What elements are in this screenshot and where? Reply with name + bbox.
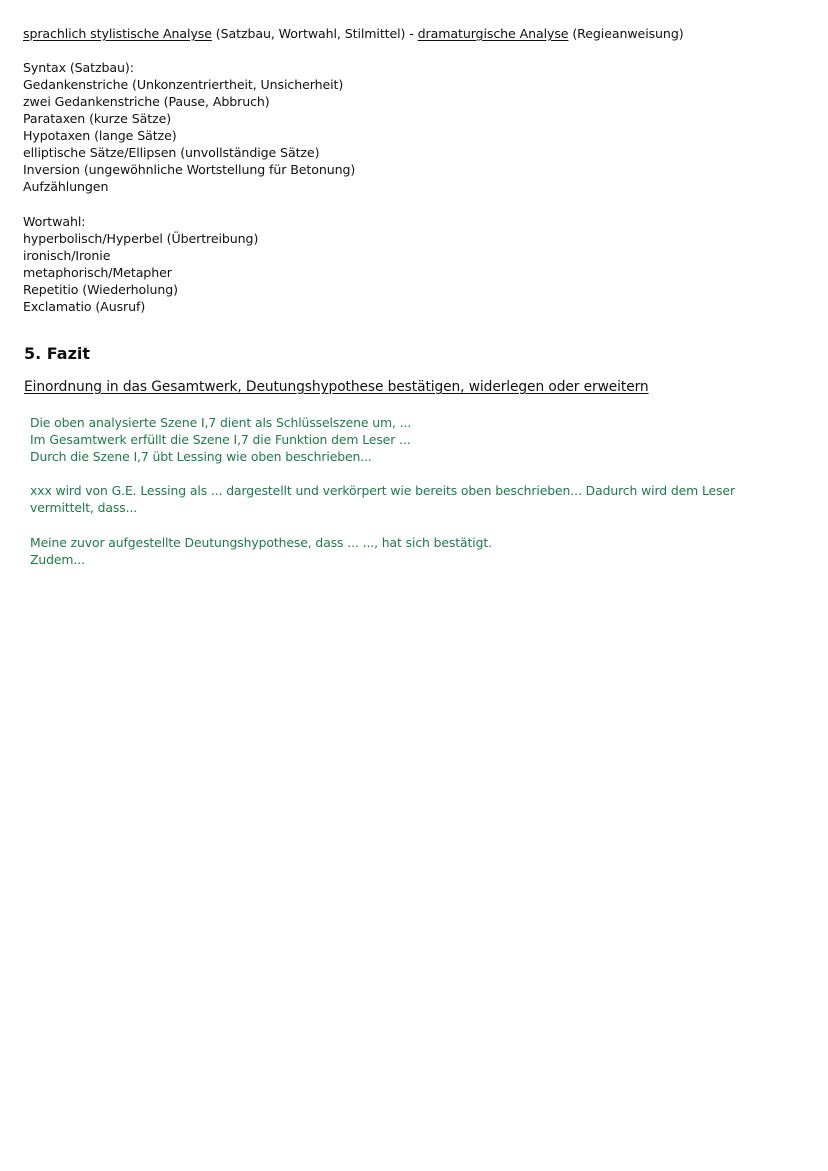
fazit-phrase: xxx wird von G.E. Lessing als ... dargestellt und verkörpert wie bereits oben beschrieben... Dadurch wird dem Leser <box>30 483 735 498</box>
wortwahl-item: ironisch/Ironie <box>23 248 111 263</box>
syntax-item: Hypotaxen (lange Sätze) <box>23 128 177 143</box>
syntax-item: elliptische Sätze/Ellipsen (unvollständige Sätze) <box>23 145 320 160</box>
syntax-item: Inversion (ungewöhnliche Wortstellung für Betonung) <box>23 162 356 177</box>
fazit-phrase: vermittelt, dass... <box>30 500 138 515</box>
wortwahl-item: hyperbolisch/Hyperbel (Übertreibung) <box>23 231 259 246</box>
syntax-item: Parataxen (kurze Sätze) <box>23 111 172 126</box>
wortwahl-item: Repetitio (Wiederholung) <box>23 282 178 297</box>
syntax-item: Aufzählungen <box>23 179 109 194</box>
wortwahl-item: Exclamatio (Ausruf) <box>23 299 146 314</box>
syntax-item: Gedankenstriche (Unkonzentriertheit, Unsicherheit) <box>23 77 344 92</box>
wortwahl-item: metaphorisch/Metapher <box>23 265 172 280</box>
dramaturgic-analysis-detail: (Regieanweisung) <box>568 26 684 41</box>
stylistic-analysis-detail: (Satzbau, Wortwahl, Stilmittel) - <box>211 26 418 41</box>
fazit-phrase: Durch die Szene I,7 übt Lessing wie oben beschrieben... <box>30 449 372 464</box>
analysis-header-line <box>23 25 684 42</box>
syntax-item: zwei Gedankenstriche (Pause, Abbruch) <box>23 94 270 109</box>
fazit-phrase: Zudem... <box>30 552 85 567</box>
wortwahl-title: Wortwahl: <box>23 214 86 229</box>
fazit-subheading: Einordnung in das Gesamtwerk, Deutungshypothese bestätigen, widerlegen oder erweitern <box>24 379 649 395</box>
fazit-phrase: Die oben analysierte Szene I,7 dient als Schlüsselszene um, ... <box>30 415 412 430</box>
syntax-title: Syntax (Satzbau): <box>23 60 134 75</box>
dramaturgic-analysis-label: dramaturgische Analyse <box>417 26 569 41</box>
fazit-phrase: Im Gesamtwerk erfüllt die Szene I,7 die Funktion dem Leser ... <box>30 432 411 447</box>
stylistic-analysis-label: sprachlich stylistische Analyse <box>23 26 212 41</box>
fazit-phrase: Meine zuvor aufgestellte Deutungshypothese, dass ... ..., hat sich bestätigt. <box>30 535 492 550</box>
fazit-heading: 5. Fazit <box>24 344 91 363</box>
